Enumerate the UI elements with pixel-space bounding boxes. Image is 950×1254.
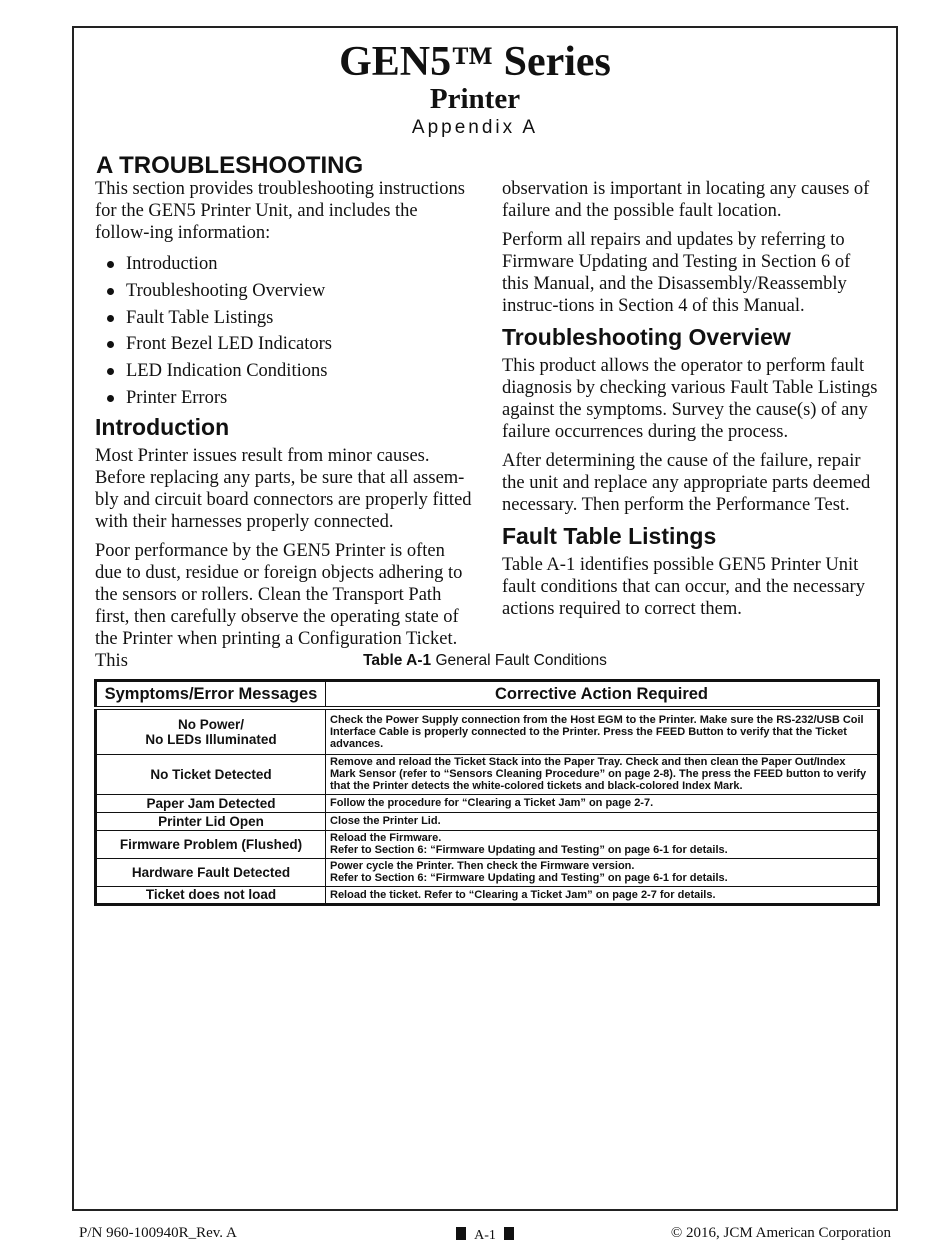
- introduction-heading: Introduction: [95, 413, 230, 440]
- document-subtitle: Printer: [429, 83, 521, 115]
- table-row: [96, 830, 879, 858]
- right-column: [502, 178, 880, 627]
- bullet-icon: [107, 341, 114, 348]
- action-cell: Reload the ticket. Refer to “Clearing a Ticket Jam” on page 2-7 for details.: [326, 886, 879, 904]
- table-row: [96, 794, 879, 812]
- fault-table-wrapper: [94, 679, 880, 906]
- part-number: P/N 960-100940R_Rev. A: [79, 1225, 237, 1241]
- introduction-paragraph-1: Most Printer issues result from minor causes. Before replacing any parts, be sure that all assem-bly and circuit board connectors are properly fitted with their harnesses properly connected.: [95, 445, 472, 532]
- action-cell: Follow the procedure for “Clearing a Ticket Jam” on page 2-7.: [326, 794, 879, 812]
- section-heading: A TROUBLESHOOTING: [96, 152, 364, 179]
- document-title: GEN5™ Series: [339, 39, 611, 85]
- topic-list: [107, 251, 475, 412]
- symptom-cell: No Ticket Detected: [96, 754, 326, 794]
- list-item: Front Bezel LED Indicators: [107, 331, 475, 358]
- symptom-cell: Hardware Fault Detected: [96, 858, 326, 886]
- repairs-paragraph: Perform all repairs and updates by referring to Firmware Updating and Testing in Section 6 of this Manual, and the Disassembly/Reassembly instruc-tions in Section 4 of this Manual.: [502, 230, 851, 316]
- action-cell: Reload the Firmware. Refer to Section 6: “Firmware Updating and Testing” on page 6-1 for details.: [326, 830, 879, 858]
- overview-heading: Troubleshooting Overview: [502, 324, 791, 350]
- column-header-symptoms: Symptoms/Error Messages: [96, 681, 326, 709]
- fault-table-paragraph: Table A-1 identifies possible GEN5 Printer Unit fault conditions that can occur, and the necessary actions required to correct them.: [502, 555, 865, 619]
- bullet-icon: [107, 368, 114, 375]
- appendix-label: Appendix A: [411, 117, 539, 138]
- symptom-cell: Printer Lid Open: [96, 812, 326, 830]
- action-cell: Check the Power Supply connection from the Host EGM to the Printer. Make sure the RS-232/USB Coil Interface Cable is properly connected to the Printer. Press the FEED Button to verify that the Ticket advances.: [326, 708, 879, 754]
- table-row: [96, 886, 879, 904]
- fault-table-heading: Fault Table Listings: [502, 523, 717, 549]
- symptom-cell: Paper Jam Detected: [96, 794, 326, 812]
- bullet-icon: [107, 315, 114, 322]
- symptom-cell: Firmware Problem (Flushed): [96, 830, 326, 858]
- table-row: [96, 754, 879, 794]
- list-item: Troubleshooting Overview: [107, 278, 475, 305]
- symptom-cell: Ticket does not load: [96, 886, 326, 904]
- fault-table: [94, 679, 880, 906]
- list-item: LED Indication Conditions: [107, 358, 475, 385]
- table-caption-text: General Fault Conditions: [431, 652, 607, 669]
- page-marker-icon: [456, 1227, 466, 1240]
- continuation-paragraph: observation is important in locating any causes of failure and the possible fault location.: [502, 179, 870, 221]
- action-cell: Power cycle the Printer. Then check the Firmware version. Refer to Section 6: “Firmware Updating and Testing” on page 6-1 for details.: [326, 858, 879, 886]
- action-cell: Close the Printer Lid.: [326, 812, 879, 830]
- list-item: Introduction: [107, 251, 475, 278]
- bullet-icon: [107, 261, 114, 268]
- overview-paragraph-1: This product allows the operator to perform fault diagnosis by checking various Fault Table Listings against the symptoms. Survey the cause(s) of any failure occurrences during the process.: [502, 356, 878, 442]
- table-caption-label: Table A-1: [363, 652, 432, 669]
- list-item: Fault Table Listings: [107, 305, 475, 332]
- table-caption: [0, 651, 950, 671]
- bullet-icon: [107, 288, 114, 295]
- page-number: A-1: [0, 1226, 950, 1246]
- table-row: [96, 708, 879, 754]
- introduction-paragraph-2: Poor performance by the GEN5 Printer is often due to dust, residue or foreign objects adhering to the sensors or rollers. Clean the Transport Path first, then carefully observe the operating state of the Printer when printing a Configuration Ticket. This: [95, 540, 463, 671]
- copyright: © 2016, JCM American Corporation: [670, 1225, 891, 1241]
- table-header-row: [96, 681, 879, 709]
- symptom-cell: No Power/ No LEDs Illuminated: [96, 708, 326, 754]
- bullet-icon: [107, 395, 114, 402]
- page-marker-icon: [504, 1227, 514, 1240]
- left-column: [95, 178, 475, 679]
- table-row: [96, 812, 879, 830]
- column-header-action: Corrective Action Required: [326, 681, 879, 709]
- list-item: Printer Errors: [107, 385, 475, 412]
- intro-paragraph: This section provides troubleshooting instructions for the GEN5 Printer Unit, and includes the follow-ing information:: [95, 179, 465, 243]
- action-cell: Remove and reload the Ticket Stack into the Paper Tray. Check and then clean the Paper Out/Index Mark Sensor (refer to “Sensors Cleaning Procedure” on page 2-8). The press the FEED button to verify that the Printer detects the white-colored tickets and black-colored Index Mark.: [326, 754, 879, 794]
- overview-paragraph-2: After determining the cause of the failure, repair the unit and replace any appropriate parts deemed necessary. Then perform the Performance Test.: [502, 451, 871, 515]
- table-row: [96, 858, 879, 886]
